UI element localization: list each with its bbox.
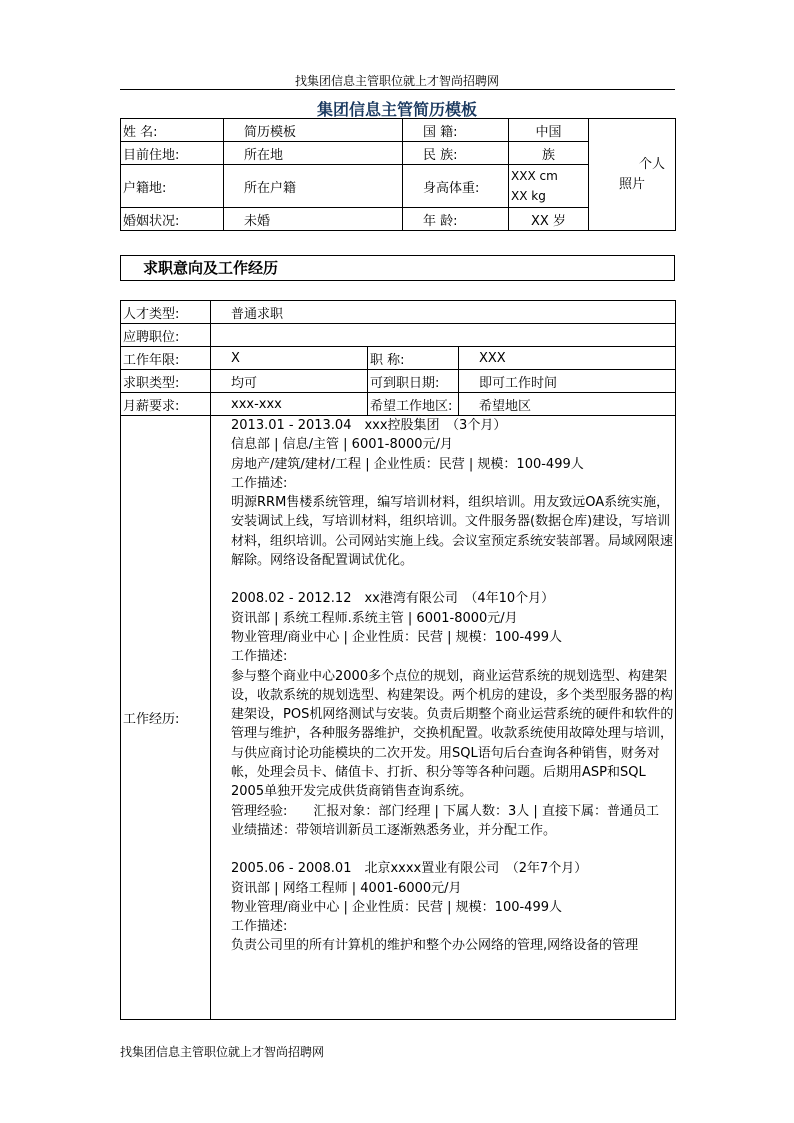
job-entry: [231, 859, 675, 955]
job-performance: 业绩描述：带领培训新员工逐渐熟悉务业，并分配工作。: [231, 822, 557, 838]
name-value: 简历模板: [224, 119, 403, 142]
job-type-label: 求职类型:: [121, 370, 211, 393]
ethnicity-value: 族: [509, 142, 589, 165]
age-label: 年 龄:: [403, 208, 509, 231]
document-title: 集团信息主管简历模板: [316, 100, 477, 119]
height-weight-label: 身高体重:: [403, 165, 509, 208]
job-title-label: 职 称:: [368, 347, 459, 370]
work-years-label: 工作年限:: [121, 347, 211, 370]
region-value: 希望地区: [459, 393, 676, 416]
marital-label: 婚姻状况:: [121, 208, 224, 231]
job-desc: 参与整个商业中心2000多个点位的规划，商业运营系统的规划选型、构建架设，收款系统的规划选型、构建架设。两个机房的建设，多个类型服务器的构建架设，POS机网络测试与安装。负责后期整个商业运营系统的硬件和软件的管理与维护，各种服务器维护，交换机配置。收款系统使用故障处理与培训，与供应商讨论功能模块的二次开发。用SQL语句后台查询各种销售，财务对帐，处理会员卡、储值卡、打折、积分等等各种问题。后期用ASP和SQL 2005单独开发完成供货商销售查询系统。: [231, 668, 674, 800]
job-period: 2013.01 - 2013.04 xxx控股集团 （3个月）: [231, 418, 507, 433]
hukou-value: 所在户籍: [224, 165, 403, 208]
job-desc: 明源RRM售楼系统管理，编写培训材料，组织培训。用友致远OA系统实施，安装调试上线，写培训材料，组织培训。文件服务器(数据仓库)建设，写培训材料，组织培训。公司网站实施上线。会议室预定系统安装部署。局域网限速解除。网络设备配置调试优化。: [231, 495, 674, 569]
job-management: 管理经验: 汇报对象：部门经理 | 下属人数：3人 | 直接下属：普通员工: [231, 803, 659, 819]
residence-label: 目前住地:: [121, 142, 224, 165]
marital-value: 未婚: [224, 208, 403, 231]
job-industry: 物业管理/商业中心 | 企业性质：民营 | 规模：100-499人: [231, 629, 562, 645]
job-period: 2008.02 - 2012.12 xx港湾有限公司 （4年10个月）: [231, 591, 555, 607]
work-history-label: 工作经历:: [121, 416, 211, 1020]
job-desc-label: 工作描述:: [231, 475, 288, 491]
available-date-label: 可到职日期:: [368, 370, 459, 393]
basic-info-table: [120, 118, 676, 231]
header-rule: [120, 89, 675, 90]
intent-table: [120, 300, 676, 1020]
job-dept: 资讯部 | 网络工程师 | 4001-6000元/月: [231, 880, 462, 896]
nationality-label: 国 籍:: [403, 119, 509, 142]
work-history-cell: [211, 416, 676, 1020]
name-label: 姓 名:: [121, 119, 224, 142]
talent-type-label: 人才类型:: [121, 301, 211, 324]
weight-value: XX kg: [511, 189, 546, 203]
residence-value: 所在地: [224, 142, 403, 165]
job-industry: 物业管理/商业中心 | 企业性质：民营 | 规模：100-499人: [231, 899, 562, 915]
page-footer: 找集团信息主管职位就上才智尚招聘网: [120, 1045, 325, 1059]
section-heading: [120, 255, 675, 281]
job-entry: [231, 416, 675, 570]
salary-value: xxx-xxx: [211, 393, 368, 416]
region-label: 希望工作地区:: [368, 393, 459, 416]
photo-placeholder: [589, 119, 676, 231]
job-desc-label: 工作描述:: [231, 649, 288, 665]
job-industry: 房地产/建筑/建材/工程 | 企业性质：民营 | 规模：100-499人: [231, 456, 584, 472]
available-date-value: 即可工作时间: [459, 370, 676, 393]
job-desc: 负责公司里的所有计算机的维护和整个办公网络的管理,网络设备的管理: [231, 938, 639, 954]
position-value: [211, 324, 676, 347]
job-entry: [231, 589, 675, 840]
ethnicity-label: 民 族:: [403, 142, 509, 165]
job-dept: 信息部 | 信息/主管 | 6001-8000元/月: [231, 437, 453, 453]
height-value: XXX cm: [511, 169, 558, 183]
height-weight-value: [509, 165, 589, 208]
job-type-value: 均可: [211, 370, 368, 393]
job-dept: 资讯部 | 系统工程师.系统主管 | 6001-8000元/月: [231, 610, 518, 626]
photo-line2: 照片: [618, 176, 645, 192]
age-value: XX 岁: [509, 208, 589, 231]
work-years-value: X: [211, 347, 368, 370]
photo-line1: 个人: [638, 156, 665, 172]
page-header: 找集团信息主管职位就上才智尚招聘网: [294, 74, 499, 88]
section-heading-text: 求职意向及工作经历: [143, 259, 279, 277]
job-title-value: XXX: [459, 347, 676, 370]
job-period: 2005.06 - 2008.01 北京xxxx置业有限公司 （2年7个月）: [231, 861, 588, 877]
salary-label: 月薪要求:: [121, 393, 211, 416]
nationality-value: 中国: [509, 119, 589, 142]
hukou-label: 户籍地:: [121, 165, 224, 208]
job-desc-label: 工作描述:: [231, 919, 288, 935]
talent-type-value: 普通求职: [211, 301, 676, 324]
position-label: 应聘职位:: [121, 324, 211, 347]
